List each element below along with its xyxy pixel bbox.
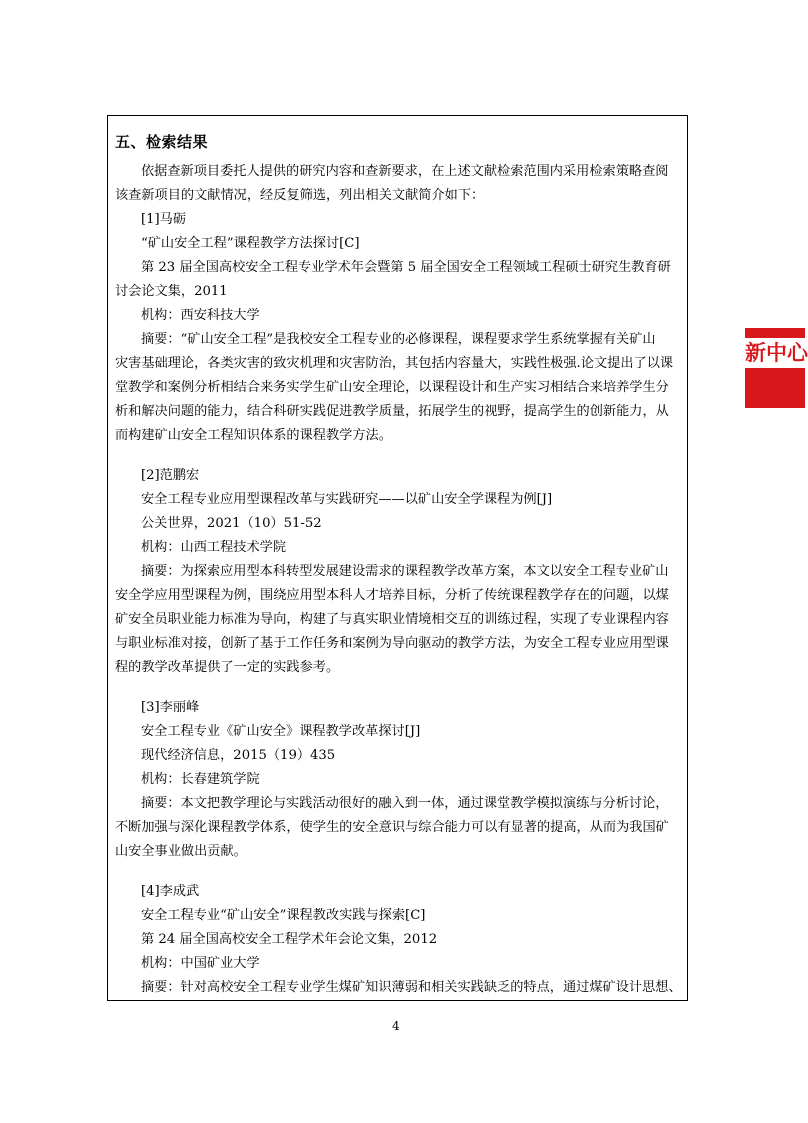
reference-abstract-line: 摘要：本文把教学理论与实践活动很好的融入到一体，通过课堂教学模拟演练与分析讨论， [141, 796, 669, 811]
reference-title: “矿山安全工程”课程教学方法探讨[C] [141, 236, 360, 251]
reference-source: 第 23 届全国高校安全工程专业学术年会暨第 5 届全国安全工程领域工程硕士研究生教育研 [141, 260, 671, 275]
seal-stamp-text: 新中心 [745, 338, 805, 368]
reference-title: 安全工程专业“矿山安全”课程教改实践与探索[C] [141, 908, 426, 923]
reference-institution: 机构：中国矿业大学 [141, 956, 260, 971]
intro-line: 依据查新项目委托人提供的研究内容和查新要求，在上述文献检索范围内采用检索策略查阅 [141, 164, 669, 179]
reference-institution: 机构：长春建筑学院 [141, 772, 260, 787]
reference-abstract-line: 不断加强与深化课程教学体系，使学生的安全意识与综合能力可以有显著的提高，从而为我国矿 [115, 820, 669, 835]
reference-abstract-line: 堂教学和案例分析相结合来务实学生矿山安全理论，以课程设计和生产实习相结合来培养学生分 [115, 380, 669, 395]
reference-title: 安全工程专业《矿山安全》课程教学改革探讨[J] [141, 724, 421, 739]
reference-abstract-line: 灾害基础理论，各类灾害的致灾机理和灾害防治，其包括内容量大，实践性极强.论文提出了以课 [115, 356, 674, 371]
reference-institution: 机构：山西工程技术学院 [141, 540, 287, 555]
reference-institution: 机构：西安科技大学 [141, 308, 260, 323]
reference-abstract-line: 而构建矿山安全工程知识体系的课程教学方法。 [115, 428, 392, 443]
section-heading: 五、检索结果 [115, 133, 209, 151]
reference-number-author: [4]李成武 [141, 884, 200, 899]
reference-abstract-line: 摘要：“矿山安全工程”是我校安全工程专业的必修课程，课程要求学生系统掌握有关矿山 [141, 332, 656, 347]
reference-abstract-line: 摘要：为探索应用型本科转型发展建设需求的课程教学改革方案，本文以安全工程专业矿山 [141, 564, 669, 579]
reference-abstract-line: 摘要：针对高校安全工程专业学生煤矿知识薄弱和相关实践缺乏的特点，通过煤矿设计思想、 [141, 980, 682, 995]
reference-source-cont: 讨会论文集，2011 [115, 284, 228, 299]
reference-source: 公关世界，2021（10）51-52 [141, 516, 322, 531]
reference-abstract-line: 程的教学改革提供了一定的实践参考。 [115, 660, 340, 675]
reference-number-author: [1]马砺 [141, 212, 187, 227]
seal-stamp [745, 328, 808, 408]
reference-abstract-line: 与职业标准对接，创新了基于工作任务和案例为导向驱动的教学方法，为安全工程专业应用型课 [115, 636, 669, 651]
reference-abstract-line: 析和解决问题的能力，结合科研实践促进教学质量，拓展学生的视野，提高学生的创新能力，从 [115, 404, 669, 419]
reference-source: 第 24 届全国高校安全工程学术年会论文集，2012 [141, 932, 438, 947]
reference-number-author: [3]李丽峰 [141, 700, 200, 715]
reference-abstract-line: 安全学应用型课程为例，围绕应用型本科人才培养目标，分析了传统课程教学存在的问题，以煤 [115, 588, 669, 603]
reference-abstract-line: 山安全事业做出贡献。 [115, 844, 247, 859]
page-number: 4 [392, 1019, 400, 1033]
reference-title: 安全工程专业应用型课程改革与实践研究——以矿山安全学课程为例[J] [141, 492, 553, 507]
intro-line: 该查新项目的文献情况，经反复筛选，列出相关文献简介如下： [115, 188, 485, 203]
reference-source: 现代经济信息，2015（19）435 [141, 748, 336, 763]
reference-number-author: [2]范鹏宏 [141, 468, 200, 483]
reference-abstract-line: 矿安全员职业能力标准为导向，构建了与真实职业情境相交互的训练过程，实现了专业课程内容 [115, 612, 669, 627]
